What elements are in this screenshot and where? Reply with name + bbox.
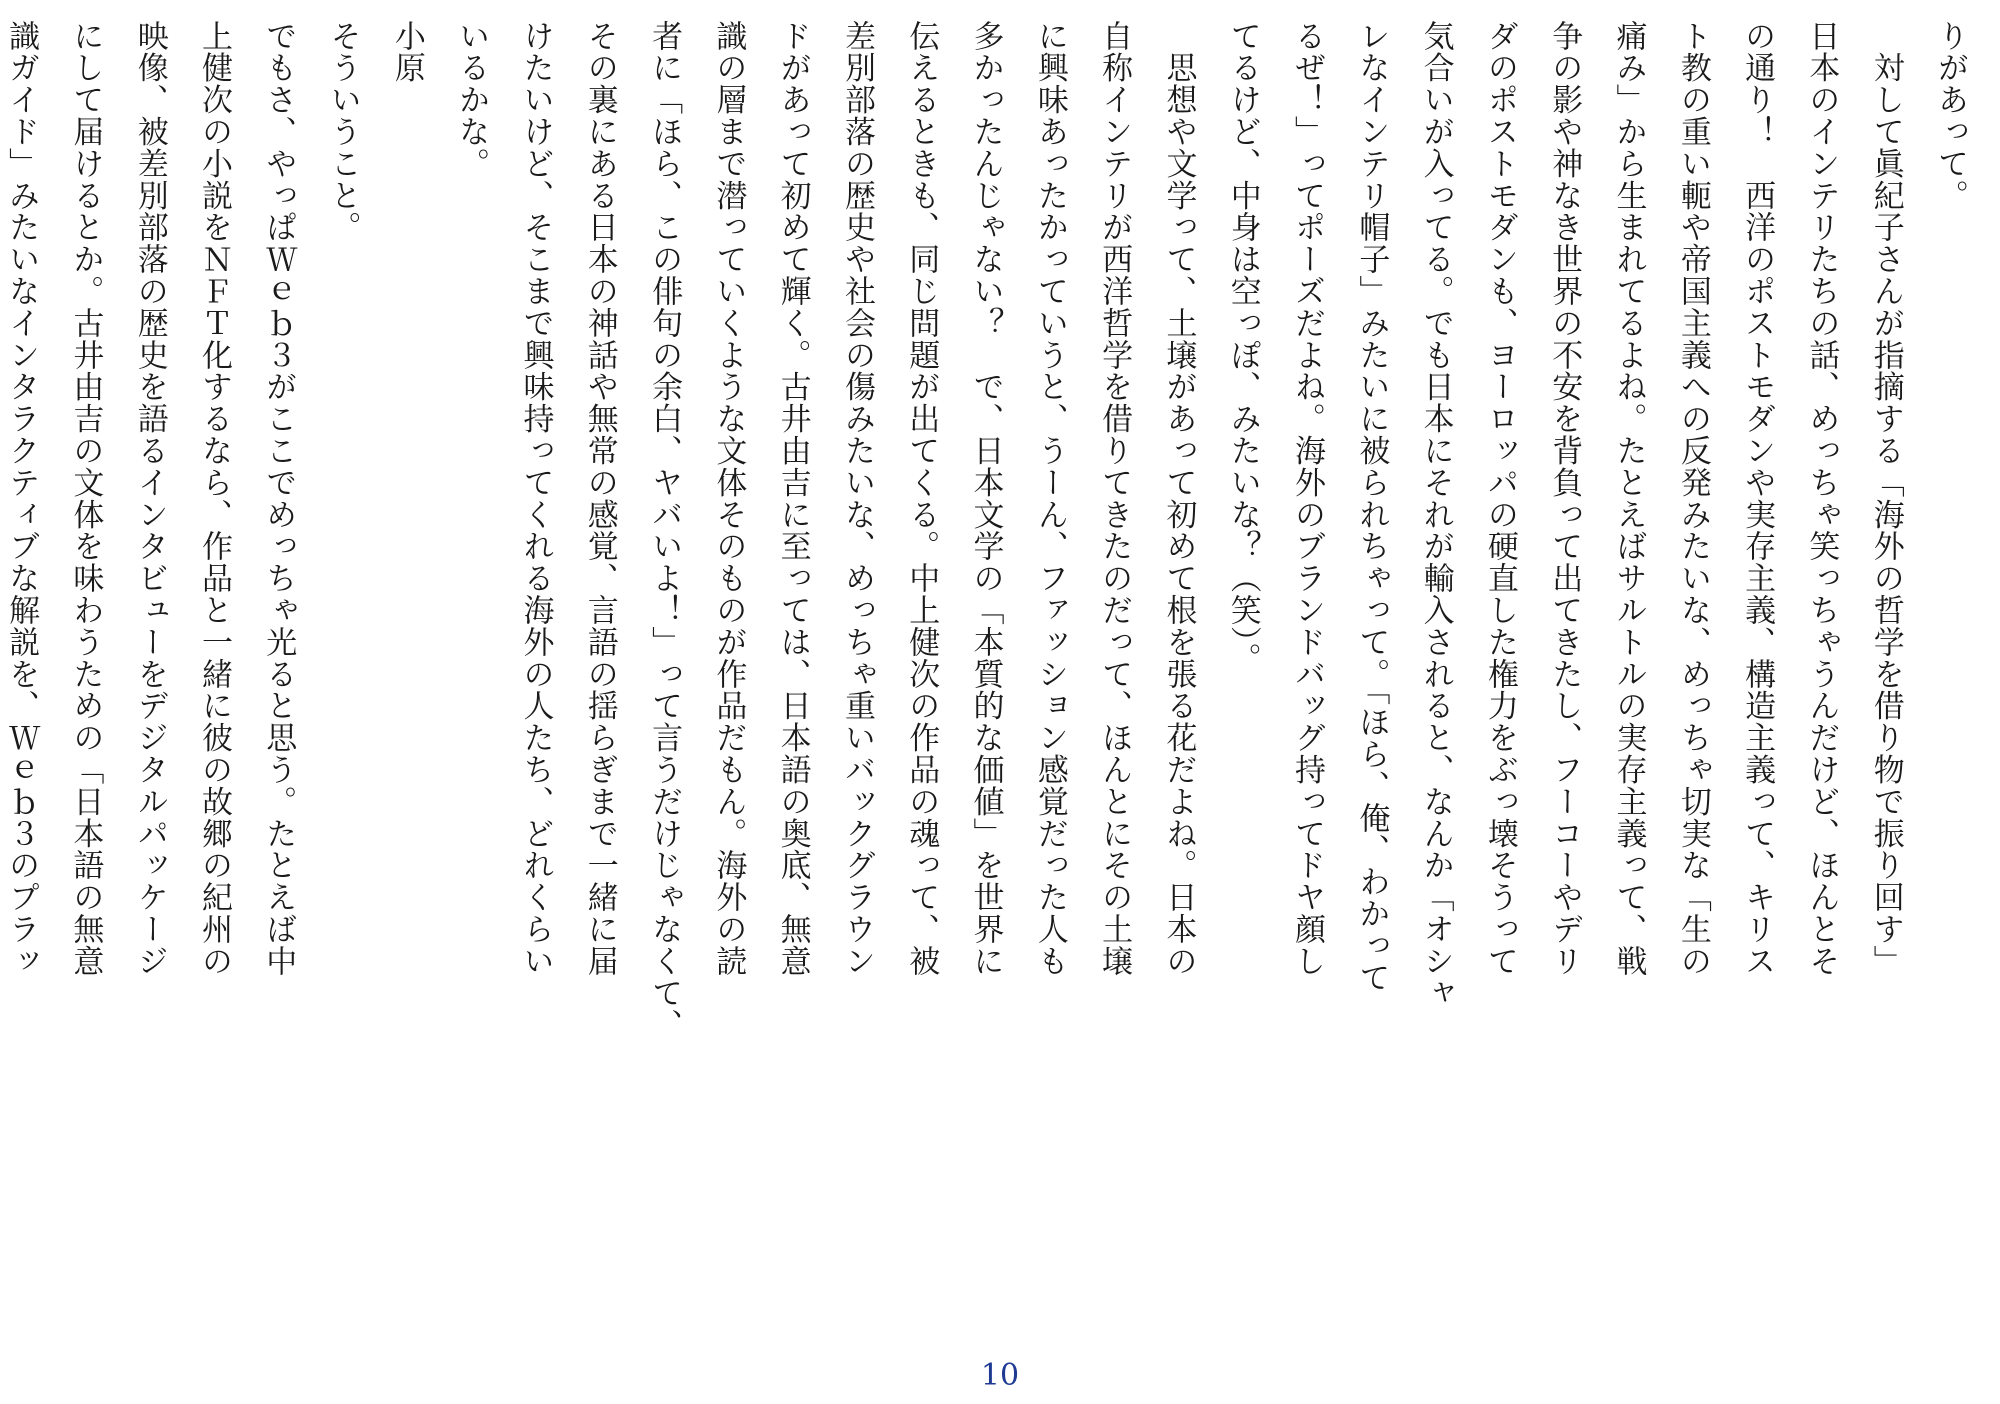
text-line: ドがあって初めて輝く。古井由吉に至っては、日本語の奥底、無意: [774, 20, 811, 977]
text-line: 自称インテリが西洋哲学を借りてきたのだって、ほんとにその土壌: [1096, 20, 1133, 977]
text-line: りがあって。: [1932, 20, 1968, 212]
text-line: てるけど、中身は空っぽ、みたいな？（笑）。: [1224, 20, 1261, 675]
text-line: 多かったんじゃない？ で、日本文学の「本質的な価値」を世界に: [967, 20, 1004, 977]
text-line: 対して眞紀子さんが指摘する「海外の哲学を借り物で振り回す」: [1867, 20, 1904, 978]
text-line: けたいけど、そこまで興味持ってくれる海外の人たち、どれくらい: [517, 20, 554, 977]
text-line: 気合いが入ってる。でも日本にそれが輸入されると、なんか「オシャ: [1417, 20, 1454, 1009]
text-line: 争の影や神なき世界の不安を背負って出てきたし、フーコーやデリ: [1546, 20, 1583, 977]
text-line: に興味あったかっていうと、うーん、ファッション感覚だった人も: [1031, 20, 1068, 977]
text-line: にして届けるとか。古井由吉の文体を味わうための「日本語の無意: [67, 20, 104, 977]
text-line: 識の層まで潜っていくような文体そのものが作品だもん。海外の読: [710, 20, 747, 977]
text-line: 者に「ほら、この俳句の余白、ヤバいよ！」って言うだけじゃなくて、: [646, 20, 683, 1041]
text-line: 識ガイド」みたいなインタラクティブな解説を、Ｗｅｂ３のプラッ: [3, 20, 40, 977]
text-line: いるかな。: [453, 20, 490, 180]
text-line: ダのポストモダンも、ヨーロッパの硬直した権力をぶっ壊そうって: [1481, 20, 1518, 977]
vertical-text-column: [0, 20, 1982, 1350]
text-line: 伝えるときも、同じ問題が出てくる。中上健次の作品の魂って、被: [903, 20, 940, 977]
text-line: その裏にある日本の神話や無常の感覚、言語の揺らぎまで一緒に届: [581, 20, 618, 977]
text-line: レなインテリ帽子」みたいに被られちゃって。「ほら、俺、わかって: [1353, 20, 1390, 994]
text-line: 思想や文学って、土壌があって初めて根を張る花だよね。日本の: [1160, 20, 1197, 977]
page-number: 10: [980, 1358, 1020, 1393]
text-line: 痛み」から生まれてるよね。たとえばサルトルの実存主義って、戦: [1610, 20, 1647, 977]
text-line: 差別部落の歴史や社会の傷みたいな、めっちゃ重いバックグラウン: [838, 20, 875, 977]
text-line: 映像、被差別部落の歴史を語るインタビューをデジタルパッケージ: [131, 20, 168, 977]
text-line: 日本のインテリたちの話、めっちゃ笑っちゃうんだけど、ほんとそ: [1803, 20, 1840, 977]
text-line: るぜ！」ってポーズだよね。海外のブランドバッグ持ってドヤ顔し: [1289, 20, 1326, 977]
text-line: そういうこと。: [324, 20, 361, 244]
text-line: ト教の重い軛や帝国主義への反発みたいな、めっちゃ切実な「生の: [1674, 20, 1711, 977]
text-line: 小原: [388, 20, 425, 84]
text-line: の通り！ 西洋のポストモダンや実存主義、構造主義って、キリス: [1739, 20, 1776, 977]
text-line: 上健次の小説をＮＦＴ化するなら、作品と一緒に彼の故郷の紀州の: [195, 20, 232, 977]
text-line: でもさ、やっぱＷｅｂ３がここでめっちゃ光ると思う。たとえば中: [260, 20, 297, 977]
